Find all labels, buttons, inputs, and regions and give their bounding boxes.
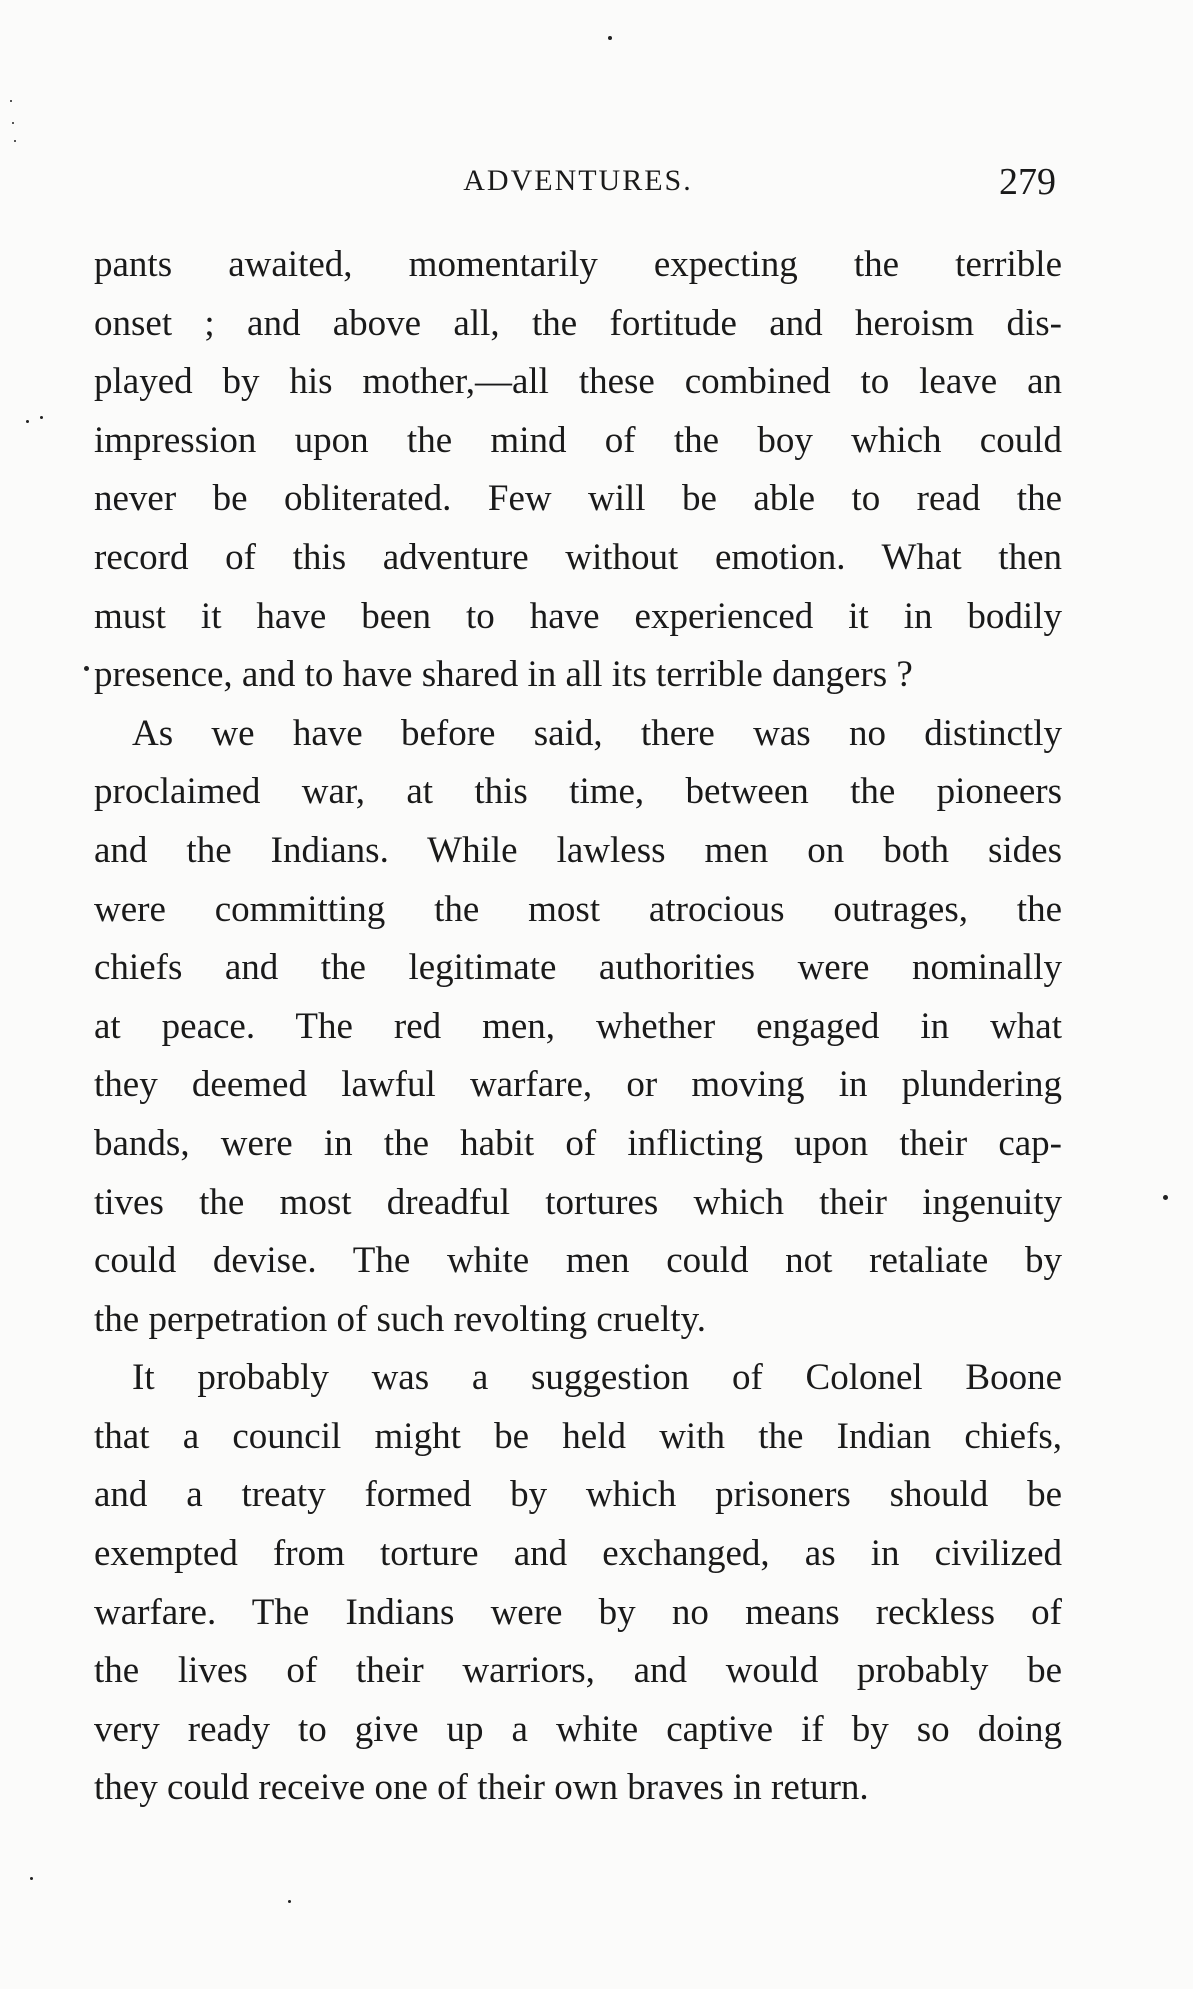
text-line: It probably was a suggestion of Colonel Boone: [132, 1357, 1062, 1399]
print-speck: [26, 420, 29, 423]
print-speck: [1163, 1195, 1168, 1200]
text-line: onset ; and above all, the fortitude and heroism dis-: [94, 302, 1062, 344]
text-line: pants awaited, momentarily expecting the terrible: [94, 244, 1062, 285]
text-line: the perpetration of such revolting cruelty.: [94, 1298, 706, 1340]
text-line: they deemed lawful warfare, or moving in plundering: [94, 1064, 1062, 1106]
text-line: tives the most dreadful tortures which their ingenuity: [94, 1181, 1062, 1223]
page-number: 279: [999, 161, 1056, 203]
text-line: warfare. The Indians were by no means reckless of: [94, 1591, 1062, 1633]
text-line: never be obliterated. Few will be able to read the: [94, 478, 1062, 520]
print-speck: [608, 36, 612, 40]
text-line: very ready to give up a white captive if by so doing: [94, 1708, 1062, 1750]
print-speck: [14, 140, 16, 142]
running-title: ADVENTURES.: [463, 164, 693, 197]
text-line: impression upon the mind of the boy which could: [94, 419, 1062, 461]
text-line: played by his mother,—all these combined to leave an: [94, 361, 1062, 403]
text-line: and a treaty formed by which prisoners should be: [94, 1474, 1062, 1516]
text-line: As we have before said, there was no distinctly: [132, 712, 1062, 754]
text-line: record of this adventure without emotion. What then: [94, 536, 1062, 578]
text-line: bands, were in the habit of inflicting upon their cap-: [94, 1122, 1062, 1164]
text-line: and the Indians. While lawless men on both sides: [94, 829, 1062, 871]
print-speck: [84, 666, 89, 671]
print-speck: [30, 1877, 33, 1880]
text-line: they could receive one of their own braves in return.: [94, 1767, 869, 1809]
text-line: exempted from torture and exchanged, as in civilized: [94, 1533, 1062, 1575]
paragraph-3: [94, 1349, 1062, 1818]
text-line: the lives of their warriors, and would probably be: [94, 1650, 1062, 1692]
print-speck: [40, 416, 43, 419]
text-line: must it have been to have experienced it in bodily: [94, 595, 1062, 637]
print-speck: [12, 122, 14, 124]
text-line: proclaimed war, at this time, between the pioneers: [94, 771, 1062, 813]
paragraph-1: [94, 236, 1062, 705]
text-line: were committing the most atrocious outrages, the: [94, 888, 1062, 930]
print-speck: [288, 1900, 291, 1903]
body-text: [94, 236, 1062, 1818]
text-line: could devise. The white men could not retaliate by: [94, 1240, 1062, 1282]
print-speck: [10, 100, 12, 102]
paragraph-2: [94, 705, 1062, 1350]
text-line: at peace. The red men, whether engaged in what: [94, 1005, 1062, 1047]
text-line: chiefs and the legitimate authorities were nominally: [94, 947, 1062, 989]
text-line: presence, and to have shared in all its terrible dangers ?: [94, 654, 913, 696]
text-line: that a council might be held with the Indian chiefs,: [94, 1415, 1062, 1457]
